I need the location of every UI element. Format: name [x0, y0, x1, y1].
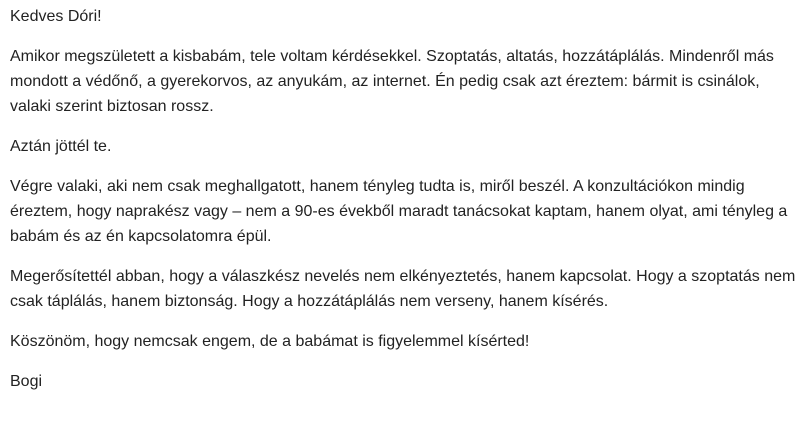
letter	[10, 4, 800, 409]
letter-paragraph-1: Amikor megszületett a kisbabám, tele voltam kérdésekkel. Szoptatás, altatás, hozzátáplálás. Mindenről más mondott a védőnő, a gyerekorvos, az anyukám, az internet. Én pedig csak azt éreztem: bármit is csinálok, valaki szerint biztosan rossz.	[10, 48, 774, 115]
letter-greeting: Kedves Dóri!	[10, 8, 102, 25]
letter-paragraph-4: Megerősítettél abban, hogy a válaszkész nevelés nem elkényeztetés, hanem kapcsolat. Hogy a szoptatás nem csak táplálás, hanem biztonság. Hogy a hozzátáplálás nem verseny, hanem kísérés.	[10, 268, 796, 310]
letter-paragraph-5: Köszönöm, hogy nemcsak engem, de a babámat is figyelemmel kísérted!	[10, 333, 530, 350]
letter-paragraph-2: Aztán jöttél te.	[10, 138, 112, 155]
letter-paragraph-3: Végre valaki, aki nem csak meghallgatott, hanem tényleg tudta is, miről beszél. A konzultációkon mindig éreztem, hogy naprakész vagy – nem a 90-es évekből maradt tanácsokat kaptam, hanem olyat, ami tényleg a babám és az én kapcsolatomra épül.	[10, 178, 788, 245]
letter-signature: Bogi	[10, 373, 43, 390]
